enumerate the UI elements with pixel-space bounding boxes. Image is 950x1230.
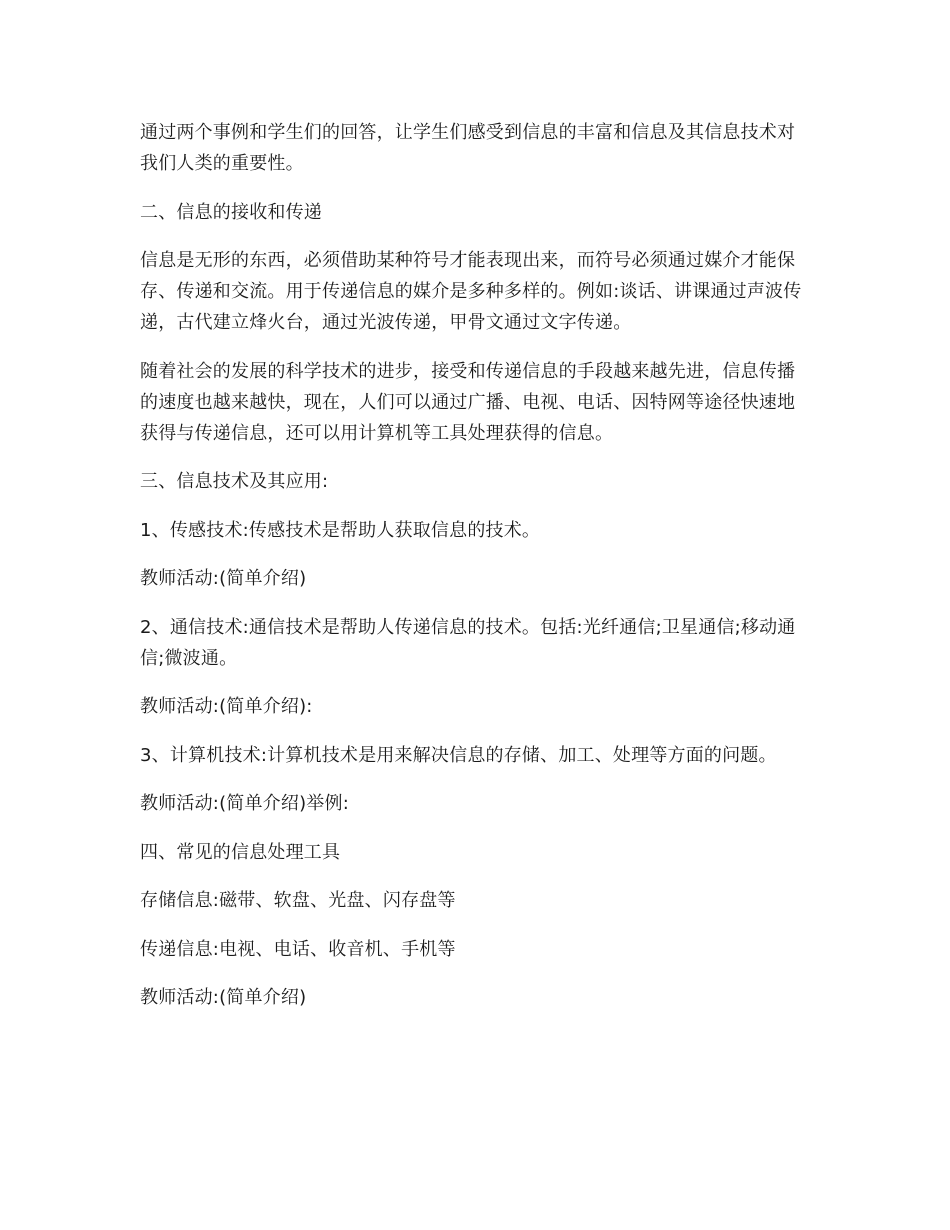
heading-section-two: 二、信息的接收和传递: [140, 201, 322, 223]
document-body: [140, 117, 812, 1031]
teacher-activity-2: 教师活动:(简单介绍):: [140, 696, 313, 717]
paragraph-intro-summary: 通过两个事例和学生们的回答，让学生们感受到信息的丰富和信息及其信息技术对我们人类的重要性。: [140, 122, 796, 174]
teacher-activity-4: 教师活动:(简单介绍): [140, 987, 307, 1008]
item-transmission-tools: 传递信息:电视、电话、收音机、手机等: [140, 938, 456, 960]
heading-section-four: 四、常见的信息处理工具: [140, 841, 341, 863]
teacher-activity-1: 教师活动:(简单介绍): [140, 568, 307, 589]
teacher-activity-3: 教师活动:(简单介绍)举例:: [140, 793, 349, 814]
item-communication-technology: 2、通信技术:通信技术是帮助人传递信息的技术。包括:光纤通信;卫星通信;移动通信;微波通。: [140, 616, 796, 669]
heading-section-three: 三、信息技术及其应用:: [140, 471, 329, 492]
item-storage-tools: 存储信息:磁带、软盘、光盘、闪存盘等: [140, 890, 456, 911]
item-computer-technology: 3、计算机技术:计算机技术是用来解决信息的存储、加工、处理等方面的问题。: [140, 744, 777, 766]
paragraph-technology-progress: 随着社会的发展的科学技术的进步，接受和传递信息的手段越来越先进，信息传播的速度也越来越快，现在，人们可以通过广播、电视、电话、因特网等途径快速地获得与传递信息，还可以用计算机等工具处理获得的信息。: [140, 360, 796, 444]
item-sensing-technology: 1、传感技术:传感技术是帮助人获取信息的技术。: [140, 519, 541, 541]
paragraph-information-media: 信息是无形的东西，必须借助某种符号才能表现出来，而符号必须通过媒介才能保存、传递和交流。用于传递信息的媒介是多种多样的。例如:谈话、讲课通过声波传递，古代建立烽火台，通过光波传递，甲骨文通过文字传递。: [140, 250, 802, 333]
